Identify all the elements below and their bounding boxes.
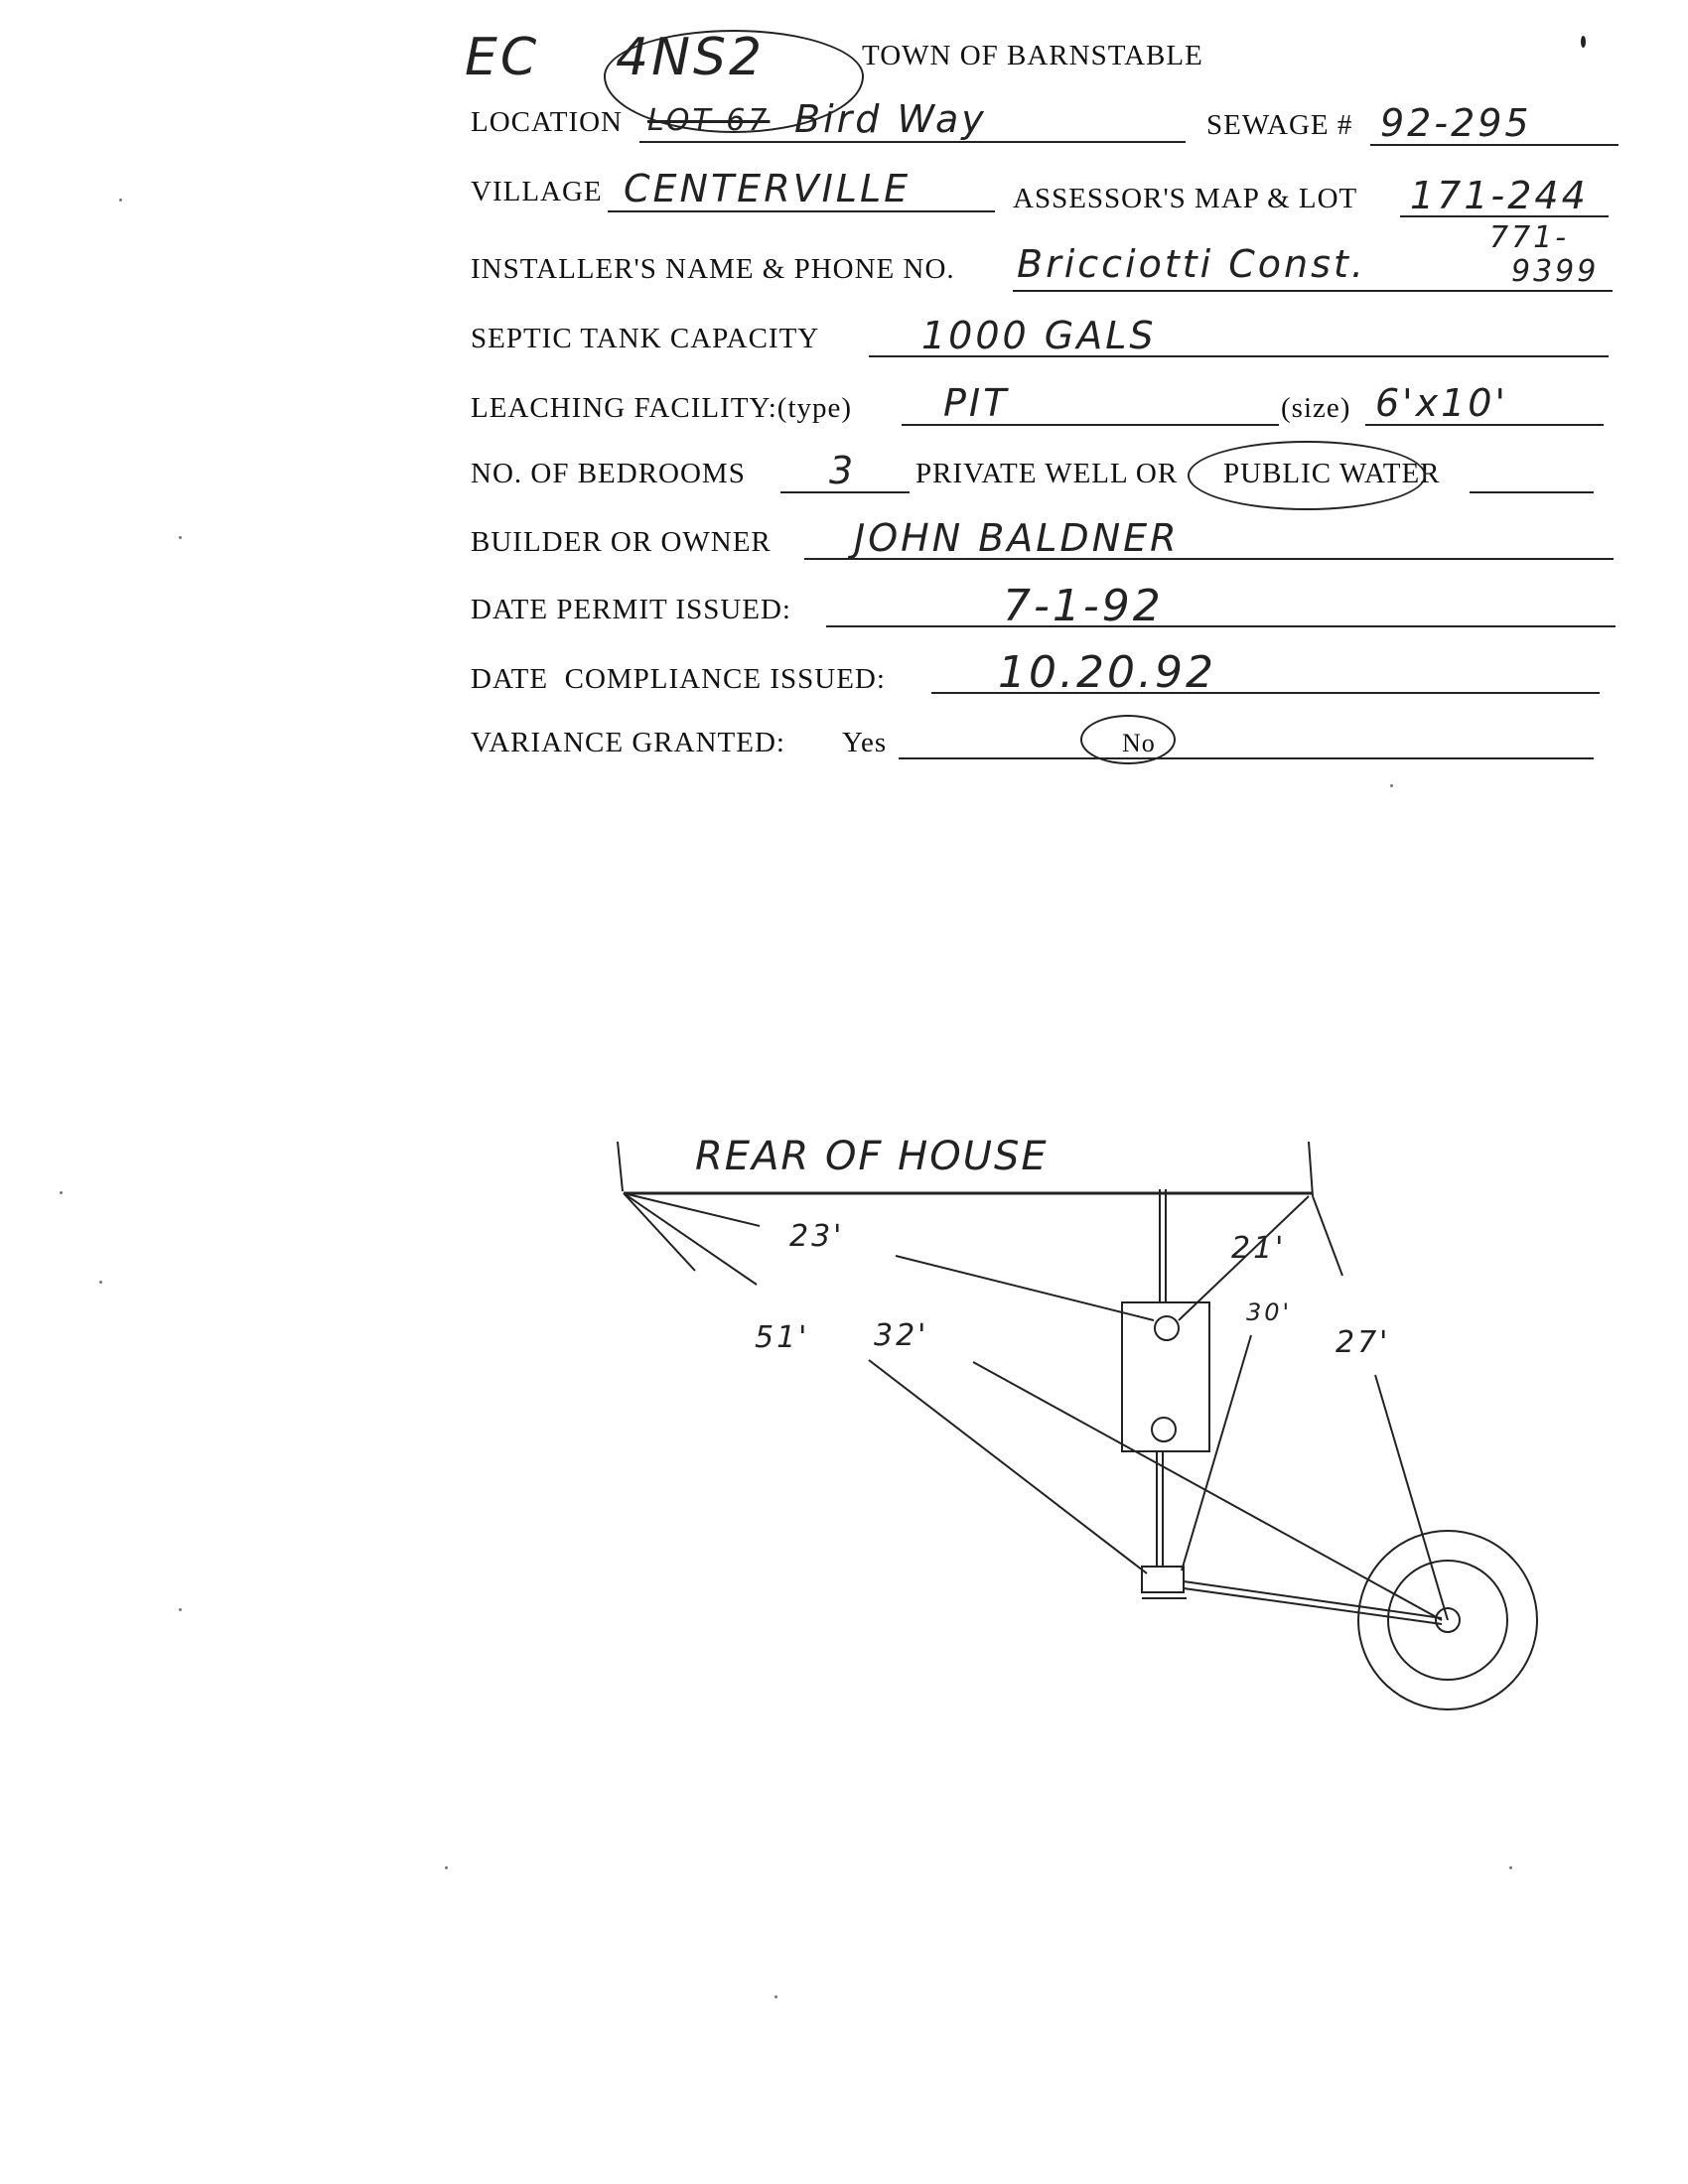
tank-capacity-label: SEPTIC TANK CAPACITY	[471, 323, 820, 354]
permit-date-value: 7-1-92	[1003, 581, 1164, 631]
record-code-circled: 4NS2	[616, 28, 766, 87]
house-right-tick	[1309, 1142, 1313, 1196]
leaching-type-value: PIT	[943, 381, 1010, 425]
installer-value: Bricciotti Const.	[1017, 242, 1366, 286]
leaching-size-label: (size)	[1281, 392, 1351, 424]
map-lot-value: 171-244	[1410, 174, 1589, 217]
compliance-date-label: DATE COMPLIANCE ISSUED:	[471, 663, 886, 695]
scan-speck	[1390, 784, 1393, 787]
bedrooms-value: 3	[829, 449, 857, 492]
bedrooms-label: NO. OF BEDROOMS	[471, 458, 746, 489]
page-title: TOWN OF BARNSTABLE	[862, 40, 1203, 71]
scan-speck	[445, 1866, 448, 1869]
house-left-tick	[618, 1142, 623, 1191]
scan-speck	[60, 1191, 63, 1194]
variance-yes: Yes	[842, 727, 888, 758]
distribution-box	[1142, 1567, 1184, 1592]
location-value: Bird Way	[794, 97, 987, 141]
variance-label: VARIANCE GRANTED:	[471, 727, 785, 758]
builder-value: JOHN BALDNER	[854, 516, 1180, 560]
leaching-type-label: LEACHING FACILITY:(type)	[471, 392, 853, 424]
sewage-value: 92-295	[1380, 101, 1532, 145]
scan-speck	[179, 536, 182, 539]
location-label: LOCATION	[471, 106, 623, 138]
measure-21: 21'	[1231, 1231, 1287, 1266]
installer-phone-top: 771-	[1489, 220, 1570, 255]
installer-label: INSTALLER'S NAME & PHONE NO.	[471, 253, 955, 285]
leaching-size-value: 6'x10'	[1375, 381, 1508, 425]
permit-date-label: DATE PERMIT ISSUED:	[471, 594, 791, 625]
scan-speck	[179, 1608, 182, 1611]
scan-speck	[1581, 36, 1586, 48]
tank-capacity-value: 1000 GALS	[921, 314, 1157, 357]
map-lot-label: ASSESSOR'S MAP & LOT	[1013, 183, 1358, 214]
village-value: CENTERVILLE	[624, 167, 912, 210]
private-well-label: PRIVATE WELL OR	[915, 458, 1179, 489]
variance-no: No	[1122, 729, 1156, 757]
public-water-label: PUBLIC WATER	[1223, 458, 1441, 489]
installer-phone-bottom: 9399	[1511, 254, 1600, 289]
tank-outlet	[1152, 1418, 1176, 1441]
scan-speck	[99, 1281, 102, 1284]
measure-27: 27'	[1336, 1325, 1391, 1360]
measure-51: 51'	[755, 1320, 810, 1355]
measure-23: 23'	[789, 1219, 845, 1254]
septic-tank	[1122, 1302, 1209, 1451]
tank-inlet	[1155, 1316, 1179, 1340]
location-struck-value: LOT 67	[647, 103, 771, 138]
builder-label: BUILDER OR OWNER	[471, 526, 772, 558]
village-label: VILLAGE	[471, 176, 603, 207]
scan-speck	[119, 199, 122, 202]
record-code: EC	[465, 28, 540, 87]
scan-speck	[774, 1995, 777, 1998]
house-label: REAR OF HOUSE	[695, 1134, 1049, 1179]
measure-32: 32'	[874, 1318, 929, 1353]
measure-30: 30'	[1246, 1298, 1293, 1326]
scan-speck	[1509, 1866, 1512, 1869]
compliance-date-value: 10.20.92	[998, 647, 1216, 698]
sewage-label: SEWAGE #	[1206, 109, 1353, 141]
